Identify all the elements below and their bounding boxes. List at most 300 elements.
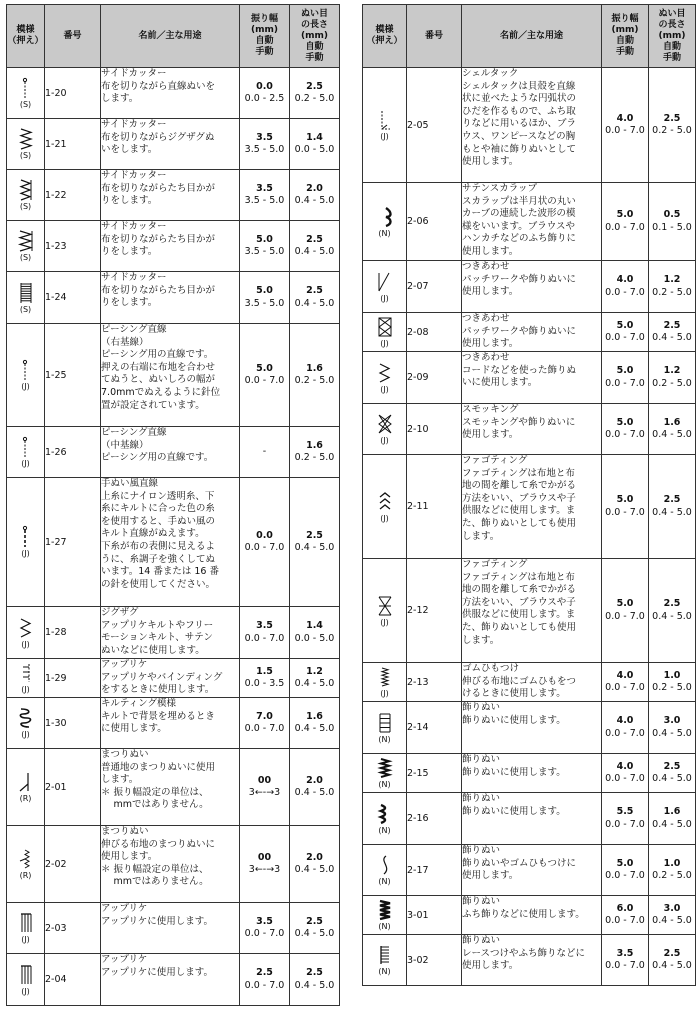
stitch-length-cell bbox=[649, 935, 696, 986]
stitch-number: 1-27 bbox=[45, 478, 101, 607]
stitch-pattern-cell bbox=[363, 404, 407, 455]
width-manual: 0.0 - 7.0 bbox=[244, 542, 285, 553]
stitch-number: 2-06 bbox=[407, 183, 462, 261]
presser-foot-label: (J) bbox=[21, 986, 30, 996]
length-manual: 0.4 - 5.0 bbox=[652, 727, 692, 739]
applique-q-icon bbox=[7, 661, 44, 685]
stitch-description bbox=[101, 427, 240, 478]
presser-foot-label: (J) bbox=[380, 339, 389, 348]
stitch-description bbox=[101, 659, 240, 698]
stitch-usage-line: 使用します。 bbox=[462, 429, 519, 441]
stitch-length-cell bbox=[290, 119, 340, 170]
stitch-usage-line: 7.0mmでぬえるように針位 bbox=[101, 386, 221, 398]
stitch-name: 飾りぬい bbox=[462, 754, 501, 765]
width-auto: 3.5 bbox=[256, 131, 273, 143]
stitch-width-cell bbox=[240, 903, 290, 954]
stitch-usage-line: に使用します。 bbox=[101, 723, 167, 735]
table-row bbox=[363, 352, 696, 404]
table-row bbox=[363, 702, 696, 754]
stitch-description bbox=[462, 702, 602, 754]
stitch-pattern-cell bbox=[7, 903, 45, 954]
length-manual: 0.4 - 5.0 bbox=[652, 818, 692, 830]
length-auto: 2.0 bbox=[306, 182, 323, 194]
presser-foot-label: (J) bbox=[380, 293, 389, 303]
width-auto: 4.0 bbox=[616, 669, 634, 681]
stitch-pattern-cell bbox=[7, 607, 45, 659]
stitch-length-cell bbox=[649, 702, 696, 754]
width-auto: 3.5 bbox=[256, 182, 273, 194]
length-manual: 0.4 - 5.0 bbox=[652, 773, 692, 784]
stitch-usage-line: をするときに使用します。 bbox=[101, 684, 215, 696]
length-auto: 2.5 bbox=[306, 285, 323, 296]
length-manual: 0.4 - 5.0 bbox=[652, 506, 692, 518]
width-auto: 3.5 bbox=[256, 915, 273, 927]
side-cutter-ladder-icon bbox=[7, 281, 44, 305]
length-manual: 0.4 - 5.0 bbox=[294, 928, 335, 939]
stitch-pattern-cell bbox=[363, 261, 407, 313]
stitch-number: 2-17 bbox=[407, 845, 462, 896]
stitch-usage-line: けるときに使用します。 bbox=[462, 688, 566, 700]
stitch-usage-line: mmではありません。 bbox=[101, 799, 209, 811]
stitch-width-cell bbox=[602, 313, 649, 352]
stitch-length-cell bbox=[290, 272, 340, 324]
stitch-usage-line: レースつけやふち飾りなどに bbox=[462, 947, 586, 959]
width-auto: 5.0 bbox=[616, 857, 634, 869]
stitch-description bbox=[462, 183, 602, 261]
stitch-name: サイドカッター bbox=[101, 170, 167, 181]
width-auto: 5.0 bbox=[616, 209, 634, 220]
length-auto: 2.5 bbox=[663, 319, 681, 331]
stitch-number: 1-30 bbox=[45, 698, 101, 749]
stitch-usage-line: 地の間を離して糸でかがる bbox=[462, 480, 577, 492]
stitch-usage-line: 普通地のまつりぬいに使用 bbox=[101, 761, 216, 773]
stitch-usage-line: します。 bbox=[101, 774, 139, 786]
width-manual: 0.0 - 7.0 bbox=[605, 727, 645, 739]
stitch-pattern-cell bbox=[363, 702, 407, 754]
stitch-usage-line: シェルタックは貝殻を直線 bbox=[462, 80, 576, 92]
stitch-usage-line: コードなどを使った飾りぬ bbox=[462, 364, 577, 376]
stitch-description bbox=[101, 170, 240, 221]
stitch-usage-line: ひだを作るもので、ふち取 bbox=[462, 105, 576, 117]
table-row bbox=[7, 68, 340, 119]
stitch-number: 2-14 bbox=[407, 702, 462, 754]
presser-foot-label: (S) bbox=[19, 304, 32, 314]
length-manual: 0.4 - 5.0 bbox=[652, 332, 692, 343]
length-manual: 0.2 - 5.0 bbox=[652, 682, 692, 693]
stitch-usage-line: 状に並べたような円弧状の bbox=[462, 93, 577, 105]
table-row bbox=[363, 754, 696, 793]
length-auto: 2.5 bbox=[663, 112, 681, 124]
shell-tuck-icon bbox=[363, 108, 406, 132]
stitch-width-cell bbox=[602, 455, 649, 559]
stitch-usage-line: 飾りぬいに使用します。 bbox=[462, 805, 566, 817]
length-manual: 0.4 - 5.0 bbox=[294, 979, 335, 991]
stitch-usage-line: 飾りぬいに使用します。 bbox=[462, 714, 566, 726]
width-manual: 0.0 - 7.0 bbox=[605, 870, 645, 881]
width-auto: 5.0 bbox=[616, 416, 634, 428]
length-auto: 2.5 bbox=[663, 494, 681, 505]
stitch-usage-line: りなどに用いるほか、ブラ bbox=[462, 118, 577, 130]
length-manual: 0.4 - 5.0 bbox=[294, 787, 335, 798]
stitch-pattern-cell bbox=[7, 478, 45, 607]
stitch-number: 2-13 bbox=[407, 663, 462, 702]
presser-foot-label: (J) bbox=[380, 513, 389, 523]
header-width: 振り幅 (mm) 自動 手動 bbox=[602, 5, 649, 68]
stitch-length-cell bbox=[290, 478, 340, 607]
table-row bbox=[363, 793, 696, 845]
width-auto: 0.0 bbox=[256, 529, 273, 541]
stitch-width-cell bbox=[240, 272, 290, 324]
stitch-length-cell bbox=[649, 793, 696, 845]
stitch-number: 2-04 bbox=[45, 954, 101, 1006]
stitch-usage-line: 方法をいい、ブラウスや子 bbox=[462, 596, 576, 608]
table-row bbox=[363, 261, 696, 313]
stitch-number: 2-07 bbox=[407, 261, 462, 313]
presser-foot-label: (S) bbox=[19, 100, 32, 109]
table-row bbox=[7, 698, 340, 749]
stitch-pattern-cell bbox=[363, 68, 407, 183]
stitch-usage-line: 布を切りながらたち目かが bbox=[101, 284, 216, 296]
width-auto: 3.5 bbox=[616, 947, 634, 959]
stitch-usage-line: 使用します。 bbox=[462, 960, 519, 972]
length-manual: 0.2 - 5.0 bbox=[652, 377, 692, 389]
width-manual: 0.0 - 7.0 bbox=[244, 979, 285, 991]
stitch-number: 1-26 bbox=[45, 427, 101, 478]
stitch-description bbox=[101, 68, 240, 119]
stitch-width-cell bbox=[240, 749, 290, 826]
stitch-usage-line: （右基線） bbox=[101, 336, 149, 348]
stitch-number: 2-01 bbox=[45, 749, 101, 826]
header-name: 名前／主な用途 bbox=[462, 5, 602, 68]
stitch-width-cell bbox=[602, 352, 649, 404]
stitch-usage-line: りをします。 bbox=[101, 195, 158, 207]
stitch-usage-line: 様をいいます。ブラウスや bbox=[462, 220, 575, 232]
stitch-width-cell bbox=[240, 427, 290, 478]
stitch-usage-line: た、飾りぬいとしても使用 bbox=[462, 517, 577, 529]
table-row bbox=[7, 324, 340, 427]
width-manual: 3.5 - 5.0 bbox=[244, 297, 285, 309]
presser-foot-label: (S) bbox=[19, 253, 32, 262]
decor-satin-zigzag-icon bbox=[363, 898, 406, 922]
stitch-description bbox=[101, 478, 240, 607]
stitch-width-cell bbox=[240, 478, 290, 607]
stitch-name: サイドカッター bbox=[101, 272, 167, 283]
stitch-usage-line: 伸びる布地にゴムひもをつ bbox=[462, 675, 577, 687]
satin-scallop-icon bbox=[363, 205, 406, 229]
piecing-center-icon bbox=[7, 435, 44, 459]
stitch-length-cell bbox=[649, 352, 696, 404]
width-manual: 0.0 - 7.0 bbox=[605, 429, 645, 440]
stitch-width-cell bbox=[602, 261, 649, 313]
decor-comb-icon bbox=[363, 943, 406, 967]
length-manual: 0.4 - 5.0 bbox=[652, 915, 692, 926]
stitch-usage-line: キルト直線がぬえます。 bbox=[101, 528, 205, 540]
stitch-pattern-cell bbox=[363, 845, 407, 896]
width-manual: 3←-→3 bbox=[248, 787, 281, 798]
stitch-length-cell bbox=[290, 749, 340, 826]
stitch-description bbox=[101, 903, 240, 954]
width-auto: 4.0 bbox=[616, 715, 634, 726]
width-auto: 5.0 bbox=[256, 362, 273, 374]
presser-foot-label: (J) bbox=[21, 685, 30, 694]
stitch-length-cell bbox=[290, 68, 340, 119]
presser-foot-label: (J) bbox=[380, 436, 389, 445]
presser-foot-label: (J) bbox=[380, 384, 389, 394]
presser-foot-label: (R) bbox=[19, 871, 32, 880]
quilt-stipple-icon bbox=[7, 706, 44, 730]
stitch-length-cell bbox=[290, 826, 340, 903]
stretch-blind-hem-icon bbox=[7, 847, 44, 871]
stitch-usage-line: ふち飾りなどに使用します。 bbox=[462, 908, 585, 920]
length-manual: 0.0 - 5.0 bbox=[294, 144, 335, 155]
width-manual: 0.0 - 7.0 bbox=[244, 928, 285, 939]
width-manual: 0.0 - 3.5 bbox=[244, 678, 285, 689]
stitch-usage-line: ハンカチなどのふち飾りに bbox=[462, 233, 577, 245]
stitch-description bbox=[462, 352, 602, 404]
length-manual: 0.4 - 5.0 bbox=[652, 429, 692, 440]
table-row bbox=[7, 119, 340, 170]
stitch-width-cell bbox=[602, 663, 649, 702]
stitch-usage-line: いをします。 bbox=[101, 144, 158, 156]
elastic-cord-icon bbox=[363, 665, 406, 689]
stitch-width-cell bbox=[602, 845, 649, 896]
stitch-width-cell bbox=[240, 68, 290, 119]
stitch-name: まつりぬい bbox=[101, 826, 149, 837]
stitch-length-cell bbox=[290, 659, 340, 698]
stitch-usage-line: アップリケに使用します。 bbox=[101, 966, 214, 978]
length-auto: 1.6 bbox=[663, 806, 681, 817]
table-row bbox=[363, 183, 696, 261]
stitch-name: ジグザグ bbox=[101, 607, 139, 618]
stitch-width-cell bbox=[240, 826, 290, 903]
length-auto: 1.0 bbox=[663, 669, 681, 681]
stitch-description bbox=[462, 313, 602, 352]
length-auto: 1.6 bbox=[306, 710, 323, 722]
stitch-usage-line: いに使用します。 bbox=[462, 377, 538, 389]
length-auto: 0.5 bbox=[663, 209, 681, 220]
width-auto: 5.0 bbox=[256, 233, 273, 245]
length-auto: 1.0 bbox=[663, 857, 681, 869]
stitch-usage-line: パッチワークや飾りぬいに bbox=[462, 273, 577, 285]
length-manual: 0.4 - 5.0 bbox=[294, 678, 335, 689]
stitch-number: 1-28 bbox=[45, 607, 101, 659]
stitch-name: アップリケ bbox=[101, 954, 148, 965]
piecing-right-icon bbox=[7, 358, 44, 382]
stitch-number: 2-05 bbox=[407, 68, 462, 183]
stitch-usage-line: てぬうと、ぬいしろの幅が bbox=[101, 374, 216, 386]
stitch-number: 2-03 bbox=[45, 903, 101, 954]
stitch-number: 1-22 bbox=[45, 170, 101, 221]
stitch-usage-line: 布を切りながらたち目かが bbox=[101, 182, 216, 194]
width-manual: 0.0 - 7.0 bbox=[605, 377, 645, 389]
width-manual: 0.0 - 7.0 bbox=[605, 286, 645, 298]
length-auto: 1.6 bbox=[663, 416, 681, 428]
length-manual: 0.4 - 5.0 bbox=[294, 864, 335, 875]
stitch-name: つきあわせ bbox=[462, 313, 510, 324]
stitch-width-cell bbox=[240, 119, 290, 170]
width-manual: 0.0 - 7.0 bbox=[605, 682, 645, 693]
stitch-name: ゴムひもつけ bbox=[462, 663, 520, 674]
stitch-pattern-cell bbox=[7, 272, 45, 324]
length-auto: 1.6 bbox=[306, 362, 323, 374]
stitch-usage-line: 置が設定されています。 bbox=[101, 399, 205, 411]
stitch-table-right bbox=[362, 4, 696, 986]
stitch-usage-line: た、飾りぬいとしても使用 bbox=[462, 621, 577, 633]
stitch-number: 2-11 bbox=[407, 455, 462, 559]
stitch-width-cell bbox=[602, 68, 649, 183]
length-auto: 2.5 bbox=[306, 529, 323, 541]
presser-foot-label: (N) bbox=[378, 228, 391, 238]
stitch-usage-line: 布を切りながらジグザグぬ bbox=[101, 131, 215, 143]
table-row bbox=[7, 427, 340, 478]
stitch-usage-line: スモッキングや飾りぬいに bbox=[462, 416, 576, 428]
length-manual: 0.4 - 5.0 bbox=[294, 195, 335, 206]
stitch-usage-line: 伸びる布地のまつりぬいに bbox=[101, 838, 216, 850]
presser-foot-label: (J) bbox=[21, 382, 30, 391]
stitch-usage-line: 下糸が布の表側に見えるよ bbox=[101, 540, 216, 552]
stitch-usage-line: 布を切りながら直線ぬいを bbox=[101, 80, 216, 92]
width-auto: - bbox=[262, 445, 267, 457]
stitch-name: アップリケ bbox=[101, 659, 148, 670]
width-auto: 5.5 bbox=[616, 806, 634, 817]
width-manual: 0.0 - 7.0 bbox=[605, 818, 645, 830]
side-cutter-straight-icon bbox=[7, 76, 44, 100]
header-pattern: 模様 （押え） bbox=[363, 5, 407, 68]
stitch-name: サテンスカラップ bbox=[462, 183, 538, 194]
stitch-usage-line: りをします。 bbox=[101, 297, 158, 309]
table-row bbox=[7, 170, 340, 221]
stitch-usage-line: 使用します。 bbox=[462, 245, 519, 257]
stitch-pattern-cell bbox=[363, 183, 407, 261]
stitch-usage-line: うに、糸調子を強くしてぬ bbox=[101, 553, 216, 565]
stitch-usage-line: 使用します。 bbox=[462, 156, 519, 168]
table-row bbox=[363, 455, 696, 559]
smocking-icon bbox=[363, 412, 406, 436]
presser-foot-label: (J) bbox=[21, 459, 30, 468]
stitch-pattern-cell bbox=[363, 559, 407, 663]
stitch-number: 3-02 bbox=[407, 935, 462, 986]
hand-look-quilt-icon bbox=[7, 525, 44, 549]
width-auto: 6.0 bbox=[616, 902, 634, 914]
length-manual: 0.4 - 5.0 bbox=[652, 610, 692, 622]
stitch-usage-line: 供服などに使用します。ま bbox=[462, 609, 576, 621]
width-manual: 0.0 - 7.0 bbox=[605, 610, 645, 622]
stitch-usage-line: の針を使用してください。 bbox=[101, 578, 216, 590]
stitch-usage-line: します。 bbox=[462, 530, 500, 542]
width-auto: 00 bbox=[257, 851, 272, 863]
length-auto: 1.6 bbox=[306, 439, 323, 451]
stitch-usage-line: ピーシング用の直線です。 bbox=[101, 349, 214, 361]
stitch-pattern-cell bbox=[7, 324, 45, 427]
side-cutter-overlock-wide-icon bbox=[7, 229, 44, 253]
stitch-length-cell bbox=[290, 324, 340, 427]
stitch-length-cell bbox=[290, 903, 340, 954]
table-row bbox=[7, 749, 340, 826]
table-row bbox=[363, 896, 696, 935]
stitch-description bbox=[462, 935, 602, 986]
stitch-number: 1-21 bbox=[45, 119, 101, 170]
width-auto: 1.5 bbox=[256, 665, 273, 677]
stitch-length-cell bbox=[290, 427, 340, 478]
stitch-usage-line: 使用します。 bbox=[462, 870, 519, 882]
stitch-description bbox=[462, 845, 602, 896]
stitch-usage-line: います。14 番または 16 番 bbox=[101, 566, 219, 578]
stitch-description bbox=[462, 261, 602, 313]
length-auto: 3.0 bbox=[663, 715, 681, 726]
width-auto: 2.5 bbox=[256, 967, 273, 978]
table-row bbox=[363, 845, 696, 896]
stitch-usage-line: モーションキルト、サテン bbox=[101, 632, 213, 644]
width-manual: 0.0 - 7.0 bbox=[244, 375, 285, 386]
presser-foot-label: (J) bbox=[21, 549, 30, 558]
length-manual: 0.4 - 5.0 bbox=[652, 960, 692, 971]
stitch-number: 1-25 bbox=[45, 324, 101, 427]
stitch-name: ピーシング直線 bbox=[101, 324, 167, 335]
stitch-usage-line: ウス、ワンピースなどの胸 bbox=[462, 130, 576, 142]
width-auto: 5.0 bbox=[616, 494, 634, 505]
width-auto: 4.0 bbox=[616, 760, 634, 772]
stitch-usage-line: 使用します。 bbox=[101, 851, 158, 863]
stitch-description bbox=[101, 698, 240, 749]
stitch-usage-line: りをします。 bbox=[101, 246, 158, 258]
stitch-number: 2-02 bbox=[45, 826, 101, 903]
stitch-number: 1-24 bbox=[45, 272, 101, 324]
width-manual: 0.0 - 7.0 bbox=[605, 125, 645, 136]
table-row bbox=[7, 826, 340, 903]
stitch-usage-line: （中基線） bbox=[101, 439, 149, 451]
stitch-description bbox=[462, 663, 602, 702]
stitch-pattern-cell bbox=[363, 313, 407, 352]
length-auto: 3.0 bbox=[663, 902, 681, 914]
stitch-pattern-cell bbox=[7, 826, 45, 903]
stitch-usage-line: を使用すると、手ぬい風の bbox=[101, 515, 216, 527]
width-manual: 0.0 - 7.0 bbox=[605, 773, 645, 784]
header-name: 名前／主な用途 bbox=[101, 5, 240, 68]
stitch-pattern-cell bbox=[363, 935, 407, 986]
length-auto: 2.5 bbox=[663, 760, 681, 772]
presser-foot-label: (J) bbox=[380, 689, 389, 698]
width-auto: 4.0 bbox=[616, 112, 634, 124]
length-manual: 0.2 - 5.0 bbox=[294, 93, 335, 104]
stitch-description bbox=[101, 272, 240, 324]
stitch-usage-line: mmではありません。 bbox=[101, 876, 209, 888]
presser-foot-label: (N) bbox=[378, 825, 391, 835]
stitch-length-cell bbox=[649, 559, 696, 663]
stitch-pattern-cell bbox=[363, 896, 407, 935]
length-manual: 0.2 - 5.0 bbox=[652, 286, 692, 298]
stitch-usage-line: 方法をいい、ブラウスや子 bbox=[462, 492, 576, 504]
applique-comb-icon bbox=[7, 911, 44, 935]
header-number: 番号 bbox=[407, 5, 462, 68]
stitch-length-cell bbox=[290, 607, 340, 659]
length-auto: 2.5 bbox=[306, 915, 323, 927]
presser-foot-label: (J) bbox=[21, 639, 30, 649]
stitch-pattern-cell bbox=[7, 68, 45, 119]
stitch-description bbox=[101, 749, 240, 826]
stitch-number: 2-10 bbox=[407, 404, 462, 455]
stitch-name: 飾りぬい bbox=[462, 793, 501, 804]
header-length: ぬい目 の長さ (mm) 自動 手動 bbox=[290, 5, 340, 68]
presser-foot-label: (N) bbox=[378, 922, 391, 931]
stitch-number: 1-23 bbox=[45, 221, 101, 272]
stitch-width-cell bbox=[602, 702, 649, 754]
width-auto: 4.0 bbox=[616, 274, 634, 285]
length-auto: 2.5 bbox=[663, 598, 681, 609]
width-manual: 3←-→3 bbox=[248, 864, 281, 875]
stitch-number: 2-12 bbox=[407, 559, 462, 663]
stitch-length-cell bbox=[649, 404, 696, 455]
length-auto: 2.5 bbox=[306, 967, 323, 978]
